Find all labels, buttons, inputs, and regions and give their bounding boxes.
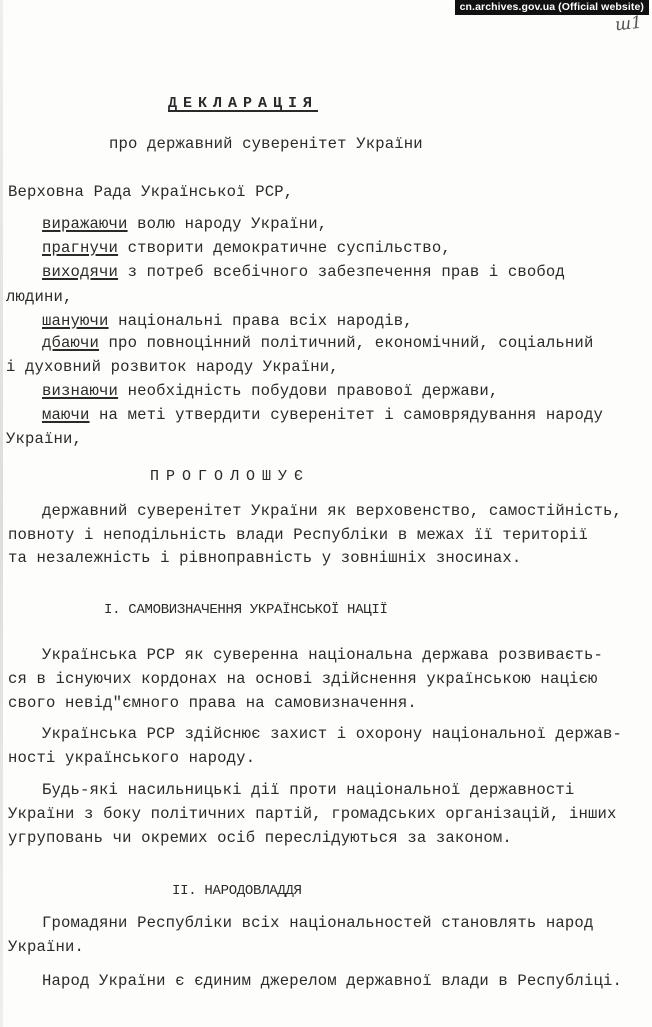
preamble-opening: Верховна Рада Української РСР, bbox=[8, 183, 294, 201]
proclamation-line-3: та незалежність і рівноправність у зовнішніх зносинах. bbox=[8, 549, 522, 567]
s2-p1-line-2: України. bbox=[8, 938, 85, 956]
clause-verb: маючи bbox=[42, 406, 90, 424]
clause-5-continuation: і духовний розвиток народу України, bbox=[6, 358, 339, 376]
clause-verb: визнаючи bbox=[42, 382, 119, 400]
s2-p2-line-1: Народ України є єдиним джерелом державної влади в Республіці. bbox=[42, 972, 622, 990]
clause-verb: шануючи bbox=[42, 312, 109, 330]
s1-p1-line-1: Українська РСР як суверенна національна держава розвиваєть- bbox=[42, 646, 603, 664]
s2-p1-line-1: Громадяни Республіки всіх національностей становлять народ bbox=[42, 914, 594, 932]
clause-6: визнаючи необхідність побудови правової держави, bbox=[42, 382, 499, 400]
s1-p1-line-2: ся в існуючих кордонах на основі здійснення українською нацією bbox=[8, 670, 598, 688]
proclamation-line-2: повноту і неподільність влади Республіки в межах її території bbox=[8, 526, 588, 544]
s1-p2-line-2: ності українського народу. bbox=[8, 749, 256, 767]
clause-1: виражаючи волю народу України, bbox=[42, 215, 328, 233]
clause-verb: дбаючи bbox=[42, 334, 100, 352]
s1-p2-line-1: Українська РСР здійснює захист і охорону національної держав- bbox=[42, 725, 622, 743]
clause-3: виходячи з потреб всебічного забезпечення прав і свобод bbox=[42, 263, 565, 281]
document-subtitle: про державний суверенітет України bbox=[109, 135, 423, 153]
source-watermark: cn.archives.gov.ua (Official website) bbox=[455, 0, 649, 15]
proclamation-line-1: державний суверенітет України як верховенство, самостійність, bbox=[42, 502, 622, 520]
clause-verb: прагнучи bbox=[42, 239, 119, 257]
document-title: ДЕКЛАРАЦІЯ bbox=[168, 95, 319, 112]
clause-5: дбаючи про повноцінний політичний, економічний, соціальний bbox=[42, 334, 594, 352]
s1-p3-line-1: Будь-які насильницькі дії проти національної державності bbox=[42, 781, 575, 799]
s1-p1-line-3: свого невід"ємного права на самовизначення. bbox=[8, 694, 417, 712]
s1-p3-line-3: угруповань чи окремих осіб переслідуються за законом. bbox=[8, 829, 512, 847]
clause-7: маючи на меті утвердити суверенітет і самоврядування народу bbox=[42, 406, 603, 424]
clause-7-continuation: України, bbox=[6, 430, 83, 448]
section-2-heading: II. НАРОДОВЛАДДЯ bbox=[172, 883, 302, 899]
clause-4: шануючи національні права всіх народів, bbox=[42, 312, 413, 330]
handwritten-folio-mark: ш1 bbox=[614, 12, 643, 36]
clause-3-continuation: людини, bbox=[6, 288, 73, 306]
s1-p3-line-2: України з боку політичних партій, громадських організацій, інших bbox=[8, 805, 617, 823]
clause-2: прагнучи створити демократичне суспільство, bbox=[42, 239, 451, 257]
clause-verb: виражаючи bbox=[42, 215, 128, 233]
proclaims-heading: ПРОГОЛОШУЄ bbox=[150, 468, 311, 485]
clause-verb: виходячи bbox=[42, 263, 119, 281]
section-1-heading: I. САМОВИЗНАЧЕННЯ УКРАЇНСЬКОЇ НАЦІЇ bbox=[104, 602, 388, 618]
